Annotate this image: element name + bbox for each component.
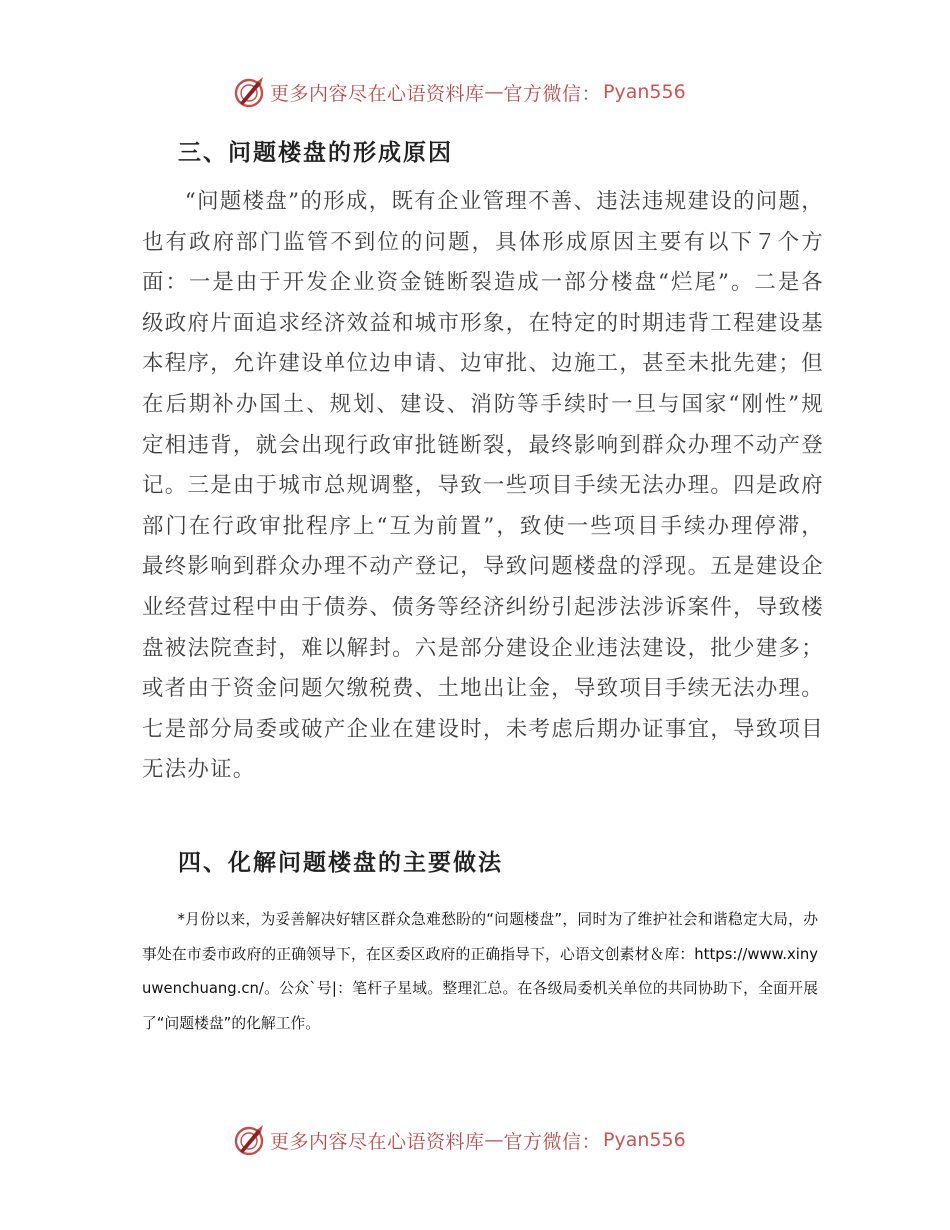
- section-3-paragraph: “问题楼盘”的形成，既有企业管理不善、违法违规建设的问题，也有政府部门监管不到位的问题，具体形成原因主要有以下７个方面：一是由于开发企业资金链断裂造成一部分楼盘“烂尾”。二是各级政府片面追求经济效益和城市形象，在特定的时期违背工程建设基本程序，允许建设单位边申请、边审批、边施工，甚至未批先建；但在后期补办国土、规划、建设、消防等手续时一旦与国家“刚性”规定相违背，就会出现行政审批链断裂，最终影响到群众办理不动产登记。三是由于城市总规调整，导致一些项目手续无法办理。四是政府部门在行政审批程序上“互为前置”，致使一些项目手续办理停滞，最终影响到群众办理不动产登记，导致问题楼盘的浮现。五是建设企业经营过程中由于债券、债务等经济纠纷引起涉法涉诉案件，导致楼盘被法院查封，难以解封。六是部分建设企业违法建设，批少建多；或者由于资金问题欠缴税费、土地出让金，导致项目手续无法办理。七是部分局委或破产企业在建设时，未考虑后期办证事宜，导致项目无法办证。: [142, 189, 824, 783]
- banner-wechat-label: 官方微信：: [503, 82, 602, 105]
- section-4-heading: 四、化解问题楼盘的主要做法: [178, 849, 503, 876]
- banner-wechat-label: 官方微信：: [503, 1130, 602, 1153]
- banner-wechat-id: Pyan556: [603, 81, 686, 103]
- section-4-note: *月份以来，为妥善解决好辖区群众急难愁盼的“问题楼盘”，同时为了维护社会和谐稳定大局，办事处在市委市政府的正确领导下，在区委区政府的正确指导下，心语文创素材＆库：https://www.xinyuwenchuang.cn/。公众`号|：笔杆子星域。整理汇总。在各级局委机关单位的共同协助下，全面开展了“问题楼盘”的化解工作。: [142, 911, 818, 1032]
- banner-wechat-id: Pyan556: [603, 1129, 686, 1151]
- header-banner: [232, 72, 712, 112]
- banner-slogan: 更多内容尽在心语资料库: [270, 1130, 485, 1153]
- banner-separator: —: [484, 81, 504, 103]
- banner-slogan: 更多内容尽在心语资料库: [270, 82, 485, 105]
- footer-banner: [232, 1120, 712, 1160]
- quill-logo-icon: [232, 1123, 266, 1157]
- banner-separator: —: [484, 1129, 504, 1151]
- section-3-heading: 三、问题楼盘的形成原因: [178, 139, 453, 166]
- quill-logo-icon: [232, 75, 266, 109]
